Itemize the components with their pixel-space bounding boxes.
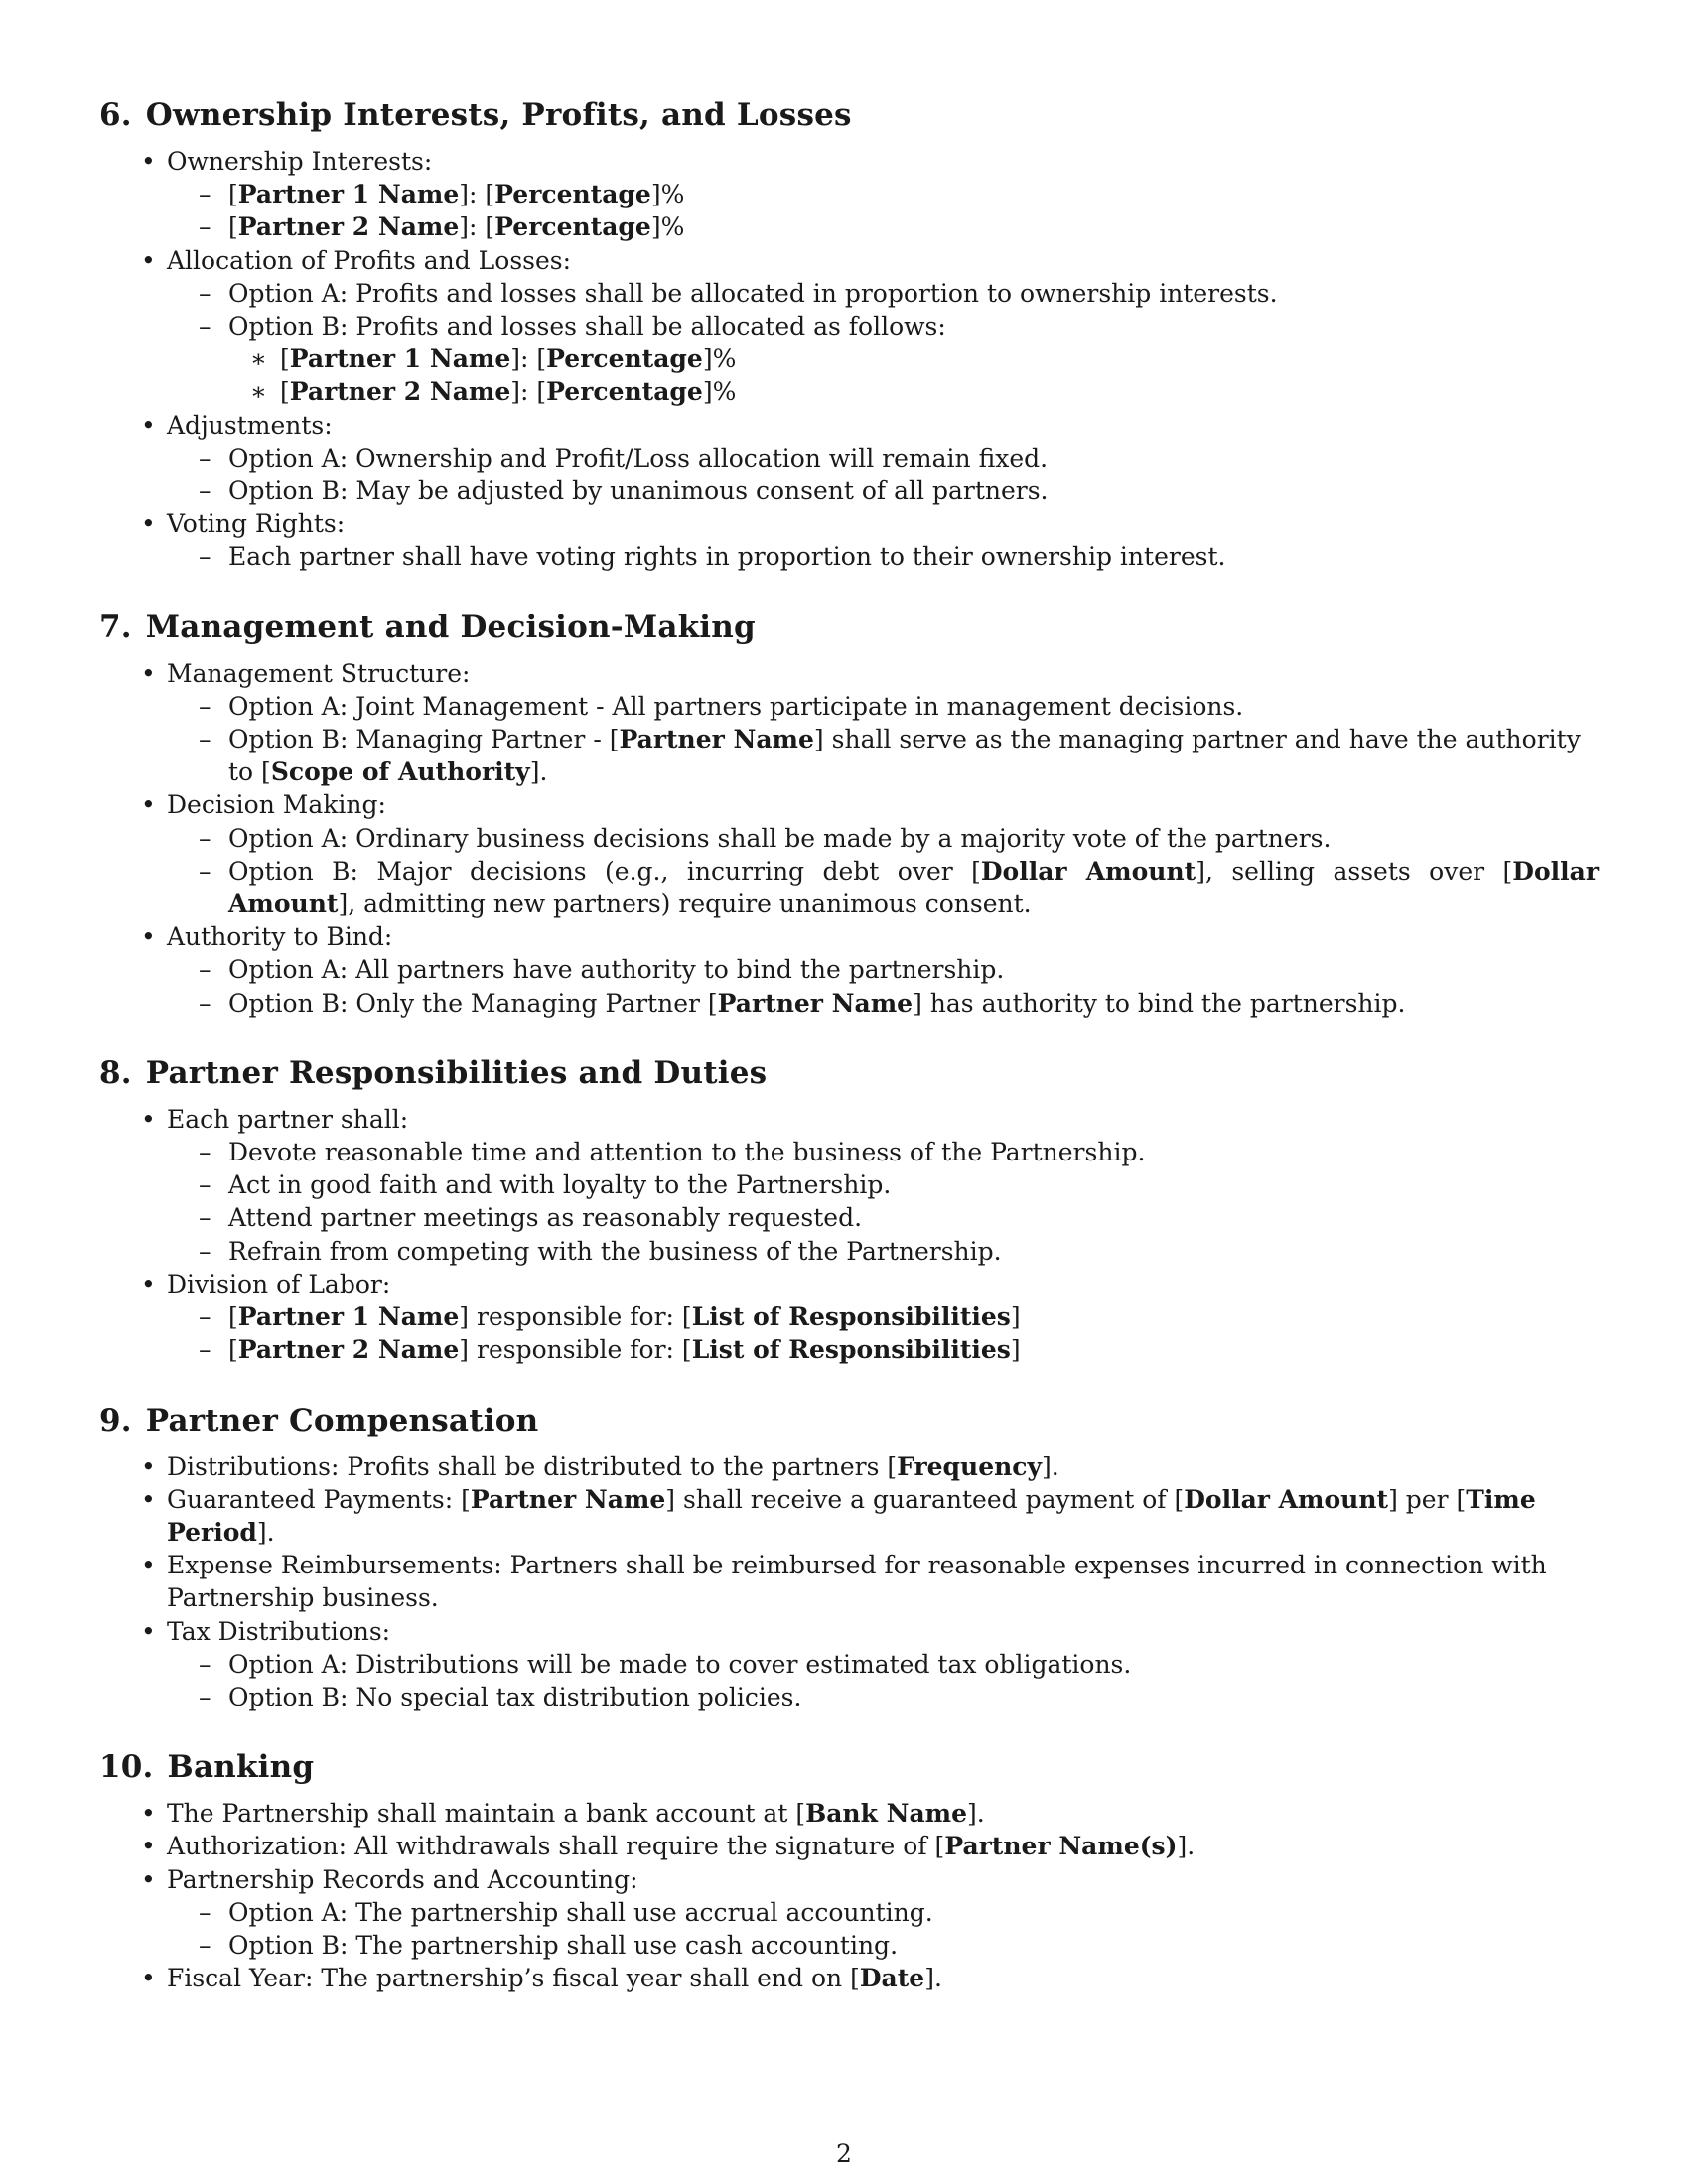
section-number: 6. (99, 97, 132, 133)
list-item: – Option A: Profits and losses shall be allocated in proportion to ownership interests. (199, 278, 1278, 308)
list-item: • Allocation of Profits and Losses: (141, 245, 572, 275)
page-number: 2 (836, 2139, 852, 2168)
section-number: 9. (99, 1402, 132, 1438)
section-7 (99, 609, 1599, 1020)
list-item: • Division of Labor: (141, 1269, 391, 1298)
list-item: – Option A: All partners have authority to bind the partnership. (199, 955, 1005, 985)
section-10-heading (99, 1748, 1599, 1786)
list-item: – [Partner 2 Name] responsible for: [List of Responsibilities] (199, 1335, 1021, 1365)
section-8-heading (99, 1054, 1599, 1092)
list-item: – Option A: Ownership and Profit/Loss allocation will remain fixed. (199, 443, 1049, 473)
section-number: 10. (99, 1749, 154, 1786)
list-item: • Authorization: All withdrawals shall require the signature of [Partner Name(s)]. (141, 1832, 1196, 1861)
section-10-list (99, 1797, 1599, 1994)
section-9 (99, 1402, 1599, 1714)
section-9-heading (99, 1402, 1599, 1439)
section-title: Management and Decision-Making (145, 609, 756, 645)
list-item: – [Partner 1 Name]: [Percentage]% (199, 180, 685, 209)
list-item: – Option B: May be adjusted by unanimous consent of all partners. (199, 477, 1049, 506)
list-item: • The Partnership shall maintain a bank account at [Bank Name]. (141, 1799, 985, 1829)
list-item: – Option A: Ordinary business decisions shall be made by a majority vote of the partners. (199, 823, 1332, 853)
list-item: – Option B: Major decisions (e.g., incurring debt over [Dollar Amount], selling assets over [Dollar Amount], admitting new partners) require unanimous consent. (199, 856, 1599, 919)
list-item: – [Partner 2 Name]: [Percentage]% (199, 212, 685, 242)
section-8-list (99, 1103, 1599, 1367)
section-6 (99, 96, 1599, 574)
list-item: • Authority to Bind: (141, 922, 393, 952)
section-number: 7. (99, 609, 132, 645)
list-item: • Fiscal Year: The partnership’s fiscal year shall end on [Date]. (141, 1964, 942, 1993)
list-item: – Act in good faith and with loyalty to the Partnership. (199, 1170, 892, 1200)
list-item: – Attend partner meetings as reasonably requested. (199, 1203, 863, 1233)
list-item: • Voting Rights: (141, 509, 346, 539)
list-item: – Devote reasonable time and attention to the business of the Partnership. (199, 1138, 1146, 1167)
list-item: • Adjustments: (141, 410, 333, 440)
list-item: – Option B: Profits and losses shall be allocated as follows: (199, 312, 946, 341)
section-title: Partner Responsibilities and Duties (145, 1054, 768, 1091)
section-7-list (99, 657, 1599, 1020)
document-page (99, 0, 1599, 1993)
list-item: ∗ [Partner 1 Name]: [Percentage]% (250, 344, 737, 374)
list-item: • Distributions: Profits shall be distributed to the partners [Frequency]. (141, 1451, 1059, 1481)
list-item: • Partnership Records and Accounting: (141, 1864, 638, 1894)
list-item: – [Partner 1 Name] responsible for: [List of Responsibilities] (199, 1302, 1021, 1332)
list-item: • Expense Reimbursements: Partners shall be reimbursed for reasonable expenses incurred in connection with Partnership business. (141, 1551, 1547, 1613)
list-item: – Option B: The partnership shall use cash accounting. (199, 1930, 899, 1960)
list-item: – Option B: Managing Partner - [Partner Name] shall serve as the managing partner and have the authority to [Scope of Authority]. (199, 725, 1581, 787)
section-9-list (99, 1450, 1599, 1714)
section-10 (99, 1748, 1599, 1994)
section-title: Banking (167, 1749, 315, 1786)
list-item: • Each partner shall: (141, 1104, 409, 1134)
list-item: • Decision Making: (141, 790, 386, 820)
section-title: Partner Compensation (145, 1402, 539, 1438)
list-item: – Option B: Only the Managing Partner [Partner Name] has authority to bind the partnership. (199, 988, 1406, 1018)
list-item: – Option A: Joint Management - All partners participate in management decisions. (199, 691, 1244, 721)
list-item: – Each partner shall have voting rights in proportion to their ownership interest. (199, 542, 1226, 572)
list-item: • Tax Distributions: (141, 1616, 391, 1646)
list-item: • Guaranteed Payments: [Partner Name] shall receive a guaranteed payment of [Dollar Amount] per [Time Period]. (141, 1484, 1536, 1547)
section-6-list (99, 145, 1599, 574)
list-item: – Refrain from competing with the business of the Partnership. (199, 1236, 1002, 1266)
list-item: • Ownership Interests: (141, 147, 433, 176)
list-item: – Option B: No special tax distribution policies. (199, 1682, 802, 1711)
section-title: Ownership Interests, Profits, and Losses (145, 97, 852, 133)
section-7-heading (99, 609, 1599, 646)
section-6-heading (99, 96, 1599, 134)
section-8 (99, 1054, 1599, 1367)
list-item: ∗ [Partner 2 Name]: [Percentage]% (250, 377, 737, 407)
list-item: – Option A: Distributions will be made to cover estimated tax obligations. (199, 1649, 1132, 1679)
section-number: 8. (99, 1054, 132, 1091)
list-item: • Management Structure: (141, 658, 471, 688)
list-item: – Option A: The partnership shall use accrual accounting. (199, 1897, 933, 1927)
